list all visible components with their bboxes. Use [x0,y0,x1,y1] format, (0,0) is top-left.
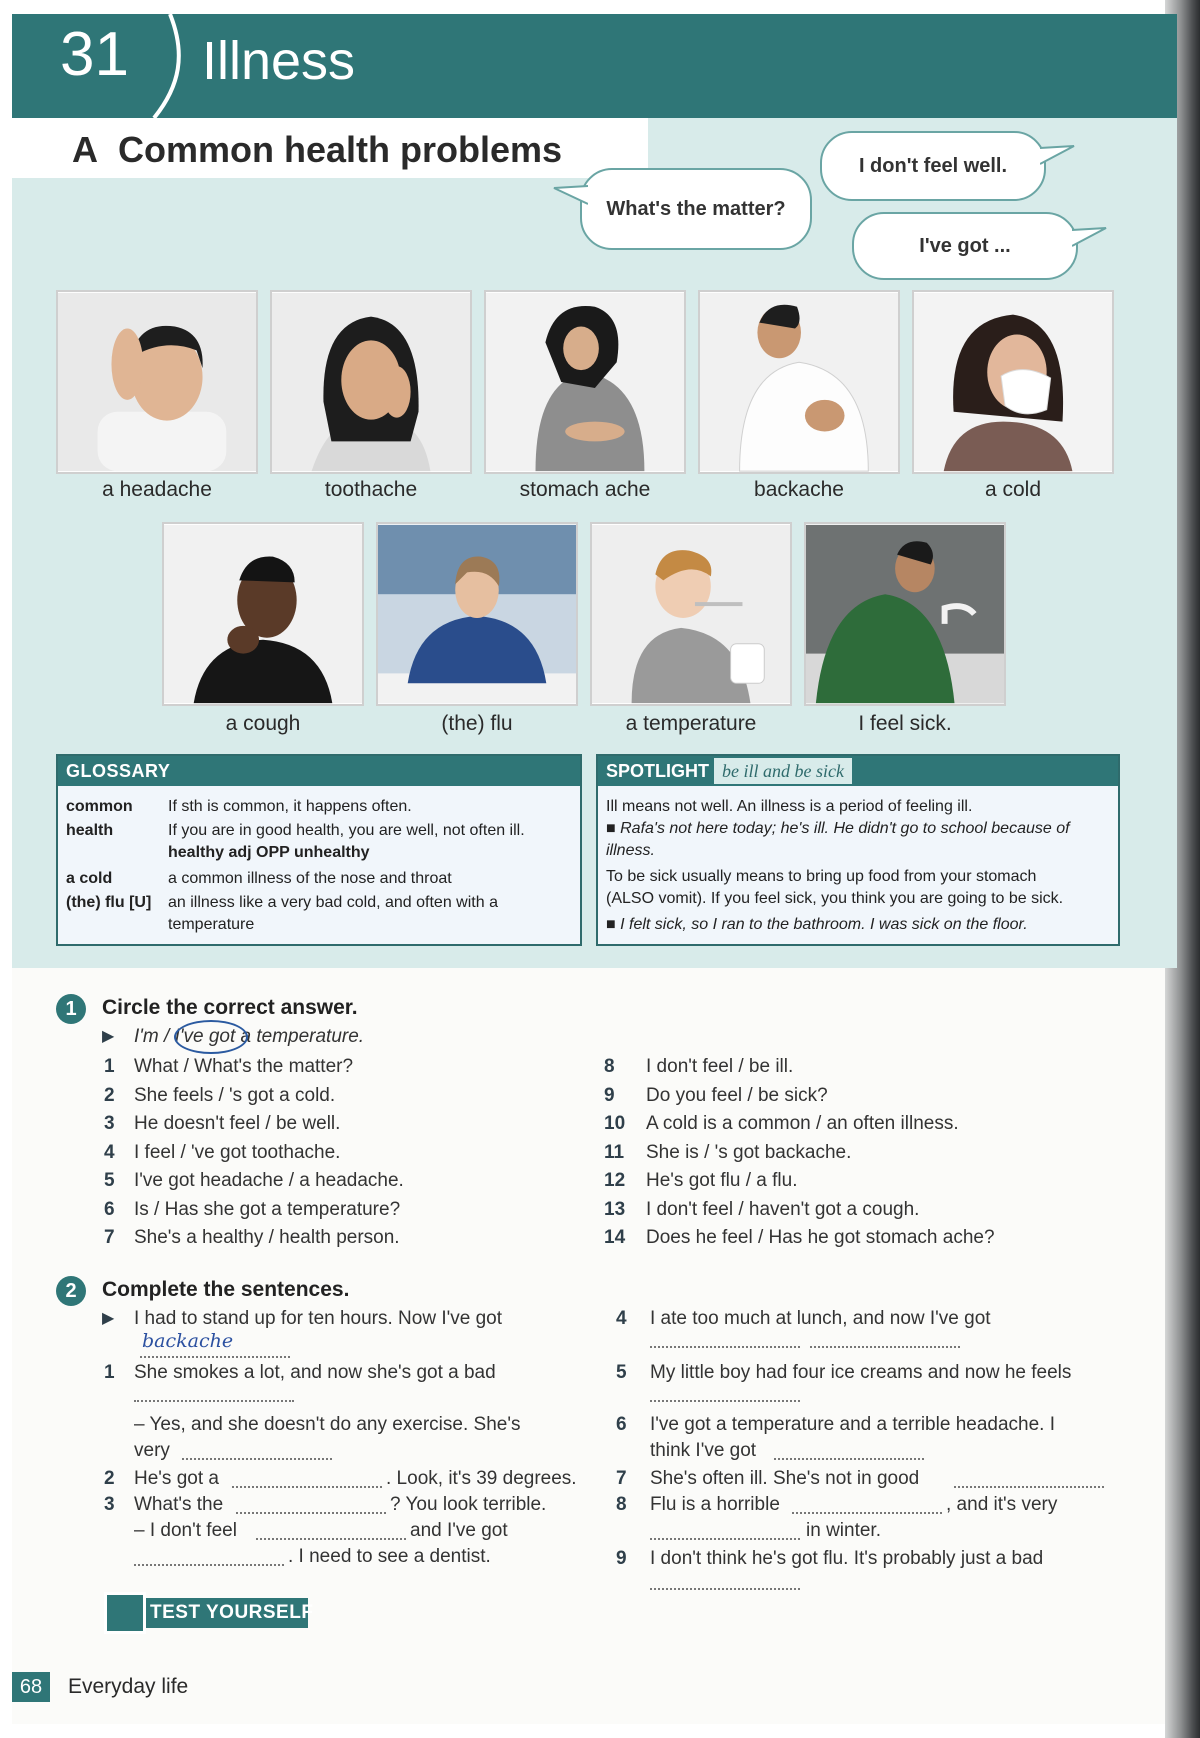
caption-flu: (the) flu [441,712,513,735]
item-text: She smokes a lot, and now she's got a bad [134,1362,496,1383]
item-text: . I need to see a dentist. [288,1546,491,1567]
item-number: 7 [616,1468,627,1489]
item-text[interactable]: I've got headache / a headache. [134,1170,404,1191]
item-number: 2 [104,1084,115,1106]
answer-blank[interactable] [236,1512,386,1514]
sick-illustration [806,524,1004,704]
spotlight-label: SPOTLIGHT [606,761,709,781]
example-arrow-icon: ▶ [102,1028,115,1045]
answer-blank[interactable] [134,1564,284,1566]
photo-stomach-ache [484,290,686,474]
glossary-definition: If you are in good health, you are well, not often ill. [168,822,525,839]
item-number: 5 [104,1170,115,1191]
item-text: I don't think he's got flu. It's probably just a bad [650,1548,1044,1569]
bubble-text: I don't feel well. [858,154,1008,177]
glossary-definition: a common illness of the nose and throat [168,870,452,887]
item-number: 4 [104,1141,115,1163]
bubble-tail [1072,226,1108,250]
item-text: My little boy had four ice creams and now he feels [650,1362,1072,1383]
spotlight-box [596,754,1120,946]
speech-bubble-matter [580,168,812,250]
test-yourself-label: TEST YOURSELF [150,1602,314,1623]
caption-headache: a headache [102,478,212,501]
answer-blank[interactable] [182,1458,332,1460]
glossary-term: a cold [66,870,113,887]
answer-blank[interactable] [140,1356,290,1358]
flu-illustration [378,524,576,704]
stomach-ache-illustration [486,292,684,472]
headache-illustration [58,292,256,472]
glossary-heading: GLOSSARY [58,756,580,786]
item-text: I ate too much at lunch, and now I've got [650,1308,991,1329]
item-number: 1 [104,1056,115,1077]
photo-headache [56,290,258,474]
item-text[interactable]: Is / Has she got a temperature? [134,1198,401,1220]
spotlight-line: To be sick usually means to bring up food from your stomach [606,868,1037,885]
spotlight-line: (ALSO vomit). If you feel sick, you think you are going to be sick. [606,890,1064,907]
answer-blank[interactable] [650,1588,800,1590]
item-number: 1 [104,1362,115,1383]
item-text[interactable]: Does he feel / Has he got stomach ache? [646,1227,995,1248]
item-number: 5 [616,1362,627,1383]
photo-toothache [270,290,472,474]
glossary-definition: temperature [168,916,255,933]
glossary-term: common [66,798,133,815]
item-text[interactable]: She's a healthy / health person. [134,1227,400,1248]
spotlight-line: illness. [606,842,655,859]
item-number: 8 [616,1494,627,1515]
exercise-example: I'm / I've got a temperature. [134,1026,365,1047]
caption-temperature: a temperature [625,712,757,735]
item-text: very [134,1440,170,1461]
bubble-text: I've got ... [919,234,1011,257]
photo-temperature [590,522,792,706]
item-text: – Yes, and she doesn't do any exercise. She's [134,1414,521,1435]
chapter-number: 31 [60,20,129,89]
glossary-term: (the) flu [U] [66,894,152,911]
item-text[interactable]: He's got flu / a flu. [646,1170,798,1191]
glossary-term: health [66,822,114,839]
item-text: He's got a [134,1468,219,1489]
item-text: ? You look terrible. [390,1494,547,1515]
answer-blank[interactable] [256,1538,406,1540]
item-text: What's the [134,1494,224,1515]
item-text[interactable]: I don't feel / haven't got a cough. [646,1198,920,1220]
item-text: and I've got [410,1520,508,1541]
toothache-illustration [272,292,470,472]
answer-blank[interactable] [810,1346,960,1348]
item-text: Flu is a horrible [650,1494,780,1515]
caption-stomach-ache: stomach ache [519,478,651,501]
header-divider-curve [148,14,188,118]
caption-backache: backache [754,478,844,501]
answer-circle [174,1020,248,1054]
temperature-illustration [592,524,790,704]
speech-bubble-feel [820,131,1046,201]
photo-backache [698,290,900,474]
item-number: 6 [616,1414,627,1435]
backache-illustration [700,292,898,472]
item-text[interactable]: Do you feel / be sick? [646,1084,828,1106]
item-number: 9 [616,1548,627,1569]
answer-blank[interactable] [650,1346,800,1348]
spotlight-subheading: be ill and be sick [714,758,852,784]
chapter-title: Illness [202,31,356,91]
example-answer: backache [142,1330,234,1352]
item-text[interactable]: She feels / 's got a cold. [134,1084,336,1106]
answer-blank[interactable] [232,1486,382,1488]
answer-blank[interactable] [774,1458,924,1460]
item-number: 9 [604,1084,615,1106]
glossary-definition: healthy adj OPP unhealthy [168,844,370,861]
photo-flu [376,522,578,706]
item-number: 8 [604,1056,615,1077]
item-number: 3 [104,1113,115,1134]
glossary-definition: an illness like a very bad cold, and often with a [168,894,498,911]
item-text: think I've got [650,1440,757,1461]
bubble-text: What's the matter? [606,197,786,220]
item-number: 13 [604,1198,626,1220]
item-number: 14 [604,1227,626,1248]
item-text[interactable]: I don't feel / be ill. [646,1056,794,1077]
answer-blank[interactable] [650,1400,800,1402]
item-text: . Look, it's 39 degrees. [386,1468,577,1489]
cough-illustration [164,524,362,704]
caption-cold: a cold [984,478,1042,501]
example-arrow-icon: ▶ [102,1310,115,1327]
item-number: 12 [604,1170,626,1191]
item-text: , and it's very [946,1494,1058,1515]
item-number: 4 [616,1308,627,1329]
answer-blank[interactable] [954,1486,1104,1488]
item-text: – I don't feel [134,1520,237,1541]
caption-toothache: toothache [324,478,418,501]
exercise-title: Circle the correct answer. [102,996,358,1019]
caption-cough: a cough [225,712,301,735]
item-text: I've got a temperature and a terrible headache. I [650,1414,1055,1435]
section-title: Common health problems [118,129,563,170]
item-text[interactable]: What / What's the matter? [134,1056,354,1077]
item-number: 10 [604,1113,626,1134]
exercise-number: 2 [56,1276,86,1306]
answer-blank[interactable] [650,1538,800,1540]
test-yourself-icon [104,1592,146,1634]
item-number: 2 [104,1468,115,1489]
bubble-tail [1040,144,1076,168]
answer-blank[interactable] [134,1400,294,1402]
item-text[interactable]: He doesn't feel / be well. [134,1113,341,1134]
photo-cough [162,522,364,706]
exercise-number: 1 [56,994,86,1024]
photo-cold [912,290,1114,474]
section-letter: A [72,129,98,170]
exercise-title: Complete the sentences. [102,1278,350,1301]
bubble-tail [552,184,588,208]
caption-sick: I feel sick. [858,712,952,735]
glossary-box [56,754,582,946]
item-number: 11 [604,1141,625,1163]
spotlight-heading [598,756,1118,786]
item-number: 7 [104,1227,115,1248]
item-text[interactable]: She is / 's got backache. [646,1141,852,1163]
item-number: 3 [104,1494,115,1515]
page-number: 68 [12,1672,50,1702]
item-text: She's often ill. She's not in good [650,1468,920,1489]
item-text: in winter. [806,1520,881,1541]
photo-sick [804,522,1006,706]
spotlight-line: ■ Rafa's not here today; he's ill. He didn't go to school because of [606,820,1070,837]
spotlight-line: ■ I felt sick, so I ran to the bathroom. I was sick on the floor. [606,916,1028,933]
footer-section: Everyday life [68,1675,189,1698]
speech-bubble-got [852,212,1078,280]
answer-blank[interactable] [792,1512,942,1514]
spotlight-line: Ill means not well. An illness is a period of feeling ill. [606,798,973,815]
item-number: 6 [104,1198,115,1220]
item-text[interactable]: I feel / 've got toothache. [134,1141,341,1163]
example-text: I had to stand up for ten hours. Now I've got [134,1308,503,1329]
glossary-definition: If sth is common, it happens often. [168,798,412,815]
item-text[interactable]: A cold is a common / an often illness. [646,1113,959,1134]
cold-illustration [914,292,1112,472]
